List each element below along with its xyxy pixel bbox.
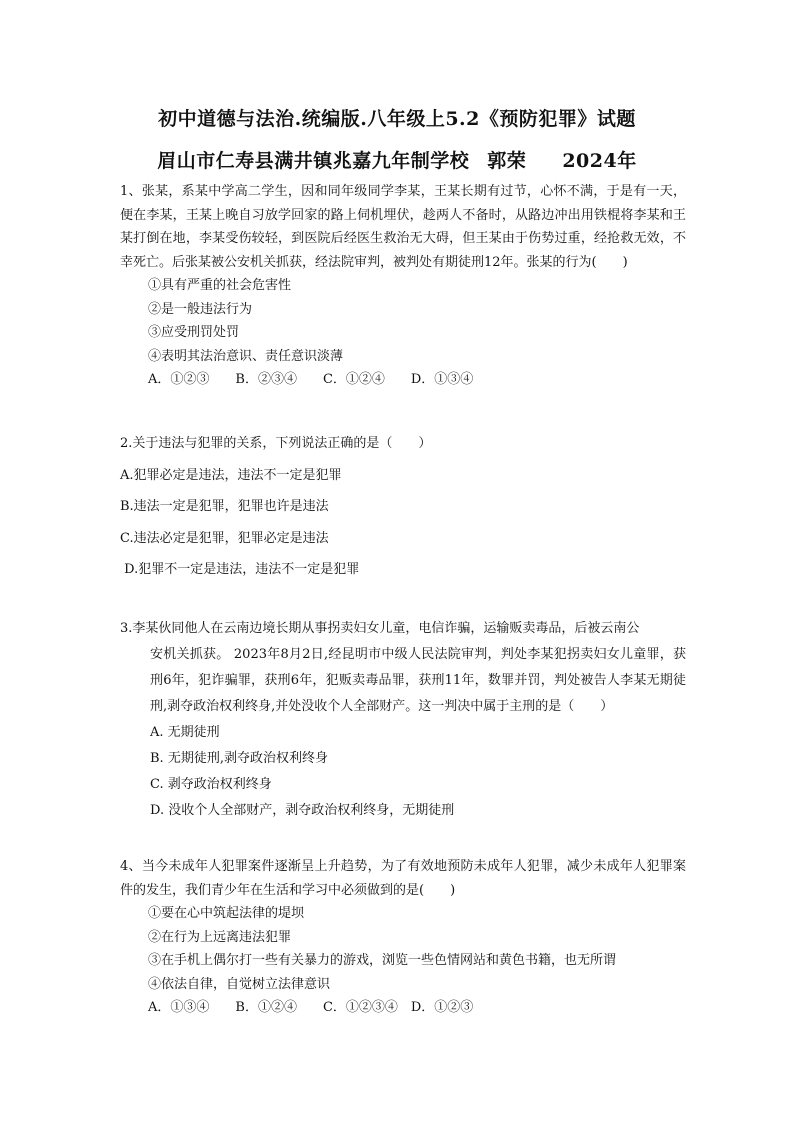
question-1-item-1: ①具有严重的社会危害性 (148, 278, 292, 293)
document-subtitle (0, 146, 794, 173)
question-3-option-a: A. 无期徒刑 (150, 725, 220, 740)
question-2-option-b: B.违法一定是犯罪，犯罪也许是违法 (120, 499, 329, 514)
question-2-option-a: A.犯罪必定是违法，违法不一定是犯罪 (120, 467, 342, 483)
question-3-stem-rest: 安机关抓获。 2023年8月2日,经昆明市中级人民法院审判，判处李某犯拐卖妇女儿童罪，获刑6年，犯诈骗罪，获刑6年，犯贩卖毒品罪，获刑11年，数罪并罚，判处被告人李某无期徒刑,剥夺政治权利终身,并处没收个人全部财产。这一判决中属于主刑的是（ ） (150, 647, 686, 714)
question-2-option-c: C.违法必定是犯罪，犯罪必定是违法 (120, 530, 329, 546)
document-title: 初中道德与法治.统编版.八年级上5.2《预防犯罪》试题 (158, 108, 636, 130)
year-label: 2024年 (562, 150, 637, 172)
question-1-item-3: ③应受刑罚处罚 (148, 325, 240, 340)
question-1-stem: 1、张某，系某中学高二学生，因和同年级同学李某，王某长期有过节，心怀不满，于是有一天，便在李某，王某上晚自习放学回家的路上伺机埋伏，趁两人不备时，从路边冲出用铁棍将李某和王某打倒在地，李某受伤较轻，到医院后经医生救治无大碍，但王某由于伤势过重，经抢救无效，不幸死亡。后张某被公安机关抓获，经法院审判，被判处有期徒刑12年。张某的行为( ) (120, 184, 686, 270)
author-name: 郭荣 (487, 150, 527, 172)
question-4-stem: 4、当今未成年人犯罪案件逐渐呈上升趋势，为了有效地预防未成年人犯罪，减少未成年人犯罪案件的发生，我们青少年在生活和学习中必须做到的是( ) (120, 859, 686, 898)
question-3-option-d: D. 没收个人全部财产，剥夺政治权利终身，无期徒刑 (150, 803, 455, 818)
question-4 (120, 855, 686, 1020)
question-3-option-b: B. 无期徒刑,剥夺政治权利终身 (150, 751, 328, 766)
question-2-option-d: D.犯罪不一定是违法，违法不一定是犯罪 (120, 562, 360, 577)
school-name: 眉山市仁寿县满井镇兆嘉九年制学校 (157, 150, 470, 172)
question-3 (120, 616, 686, 824)
question-3-stem-first: 3.李某伙同他人在云南边境长期从事拐卖妇女儿童，电信诈骗，运输贩卖毒品，后被云南公 (120, 621, 640, 636)
question-2-stem: 2.关于违法与犯罪的关系，下列说法正确的是（ ） (120, 436, 432, 451)
question-2 (120, 432, 686, 590)
question-4-choices: A．①③④ B．①②④ C．①②③④ D．①②③ (148, 1000, 474, 1015)
question-1-choices: A．①②③ B．②③④ C．①②④ D．①③④ (148, 372, 474, 387)
question-4-item-1: ①要在心中筑起法律的堤坝 (148, 906, 305, 921)
question-1-item-4: ④表明其法治意识、责任意识淡薄 (148, 348, 344, 364)
question-4-item-3: ③在手机上偶尔打一些有关暴力的游戏，浏览一些色情网站和黄色书籍，也无所谓 (148, 953, 617, 968)
question-4-item-4: ④依法自律，自觉树立法律意识 (148, 976, 331, 992)
question-1-item-2: ②是一般违法行为 (148, 301, 253, 317)
question-1 (120, 180, 686, 392)
question-3-option-c: C. 剥夺政治权利终身 (150, 777, 272, 792)
question-4-item-2: ②在行为上远离违法犯罪 (148, 929, 292, 945)
